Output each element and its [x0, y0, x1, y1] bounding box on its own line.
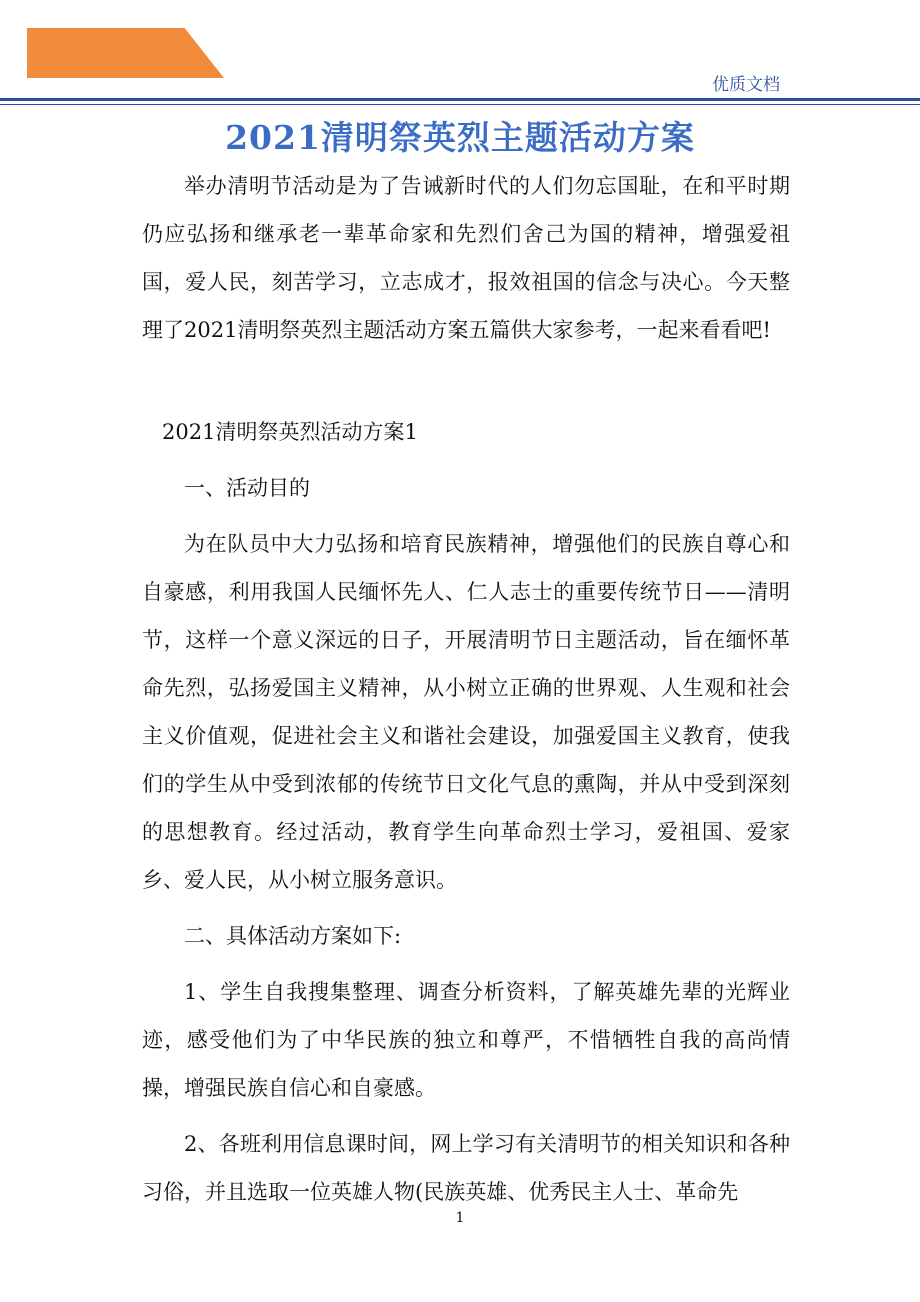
header-rule: [0, 98, 920, 101]
plan-item-2: 2、各班利用信息课时间，网上学习有关清明节的相关知识和各种习俗，并且选取一位英雄人物(民族英雄、优秀民主人士、革命先: [142, 1132, 790, 1204]
plan-item-1: 1、学生自我搜集整理、调查分析资料，了解英雄先辈的光辉业迹，感受他们为了中华民族的独立和尊严，不惜牺牲自我的高尚情操，增强民族自信心和自豪感。: [142, 980, 790, 1100]
paragraph-activity-purpose: 为在队员中大力弘扬和培育民族精神，增强他们的民族自尊心和自豪感，利用我国人民缅怀先人、仁人志士的重要传统节日——清明节，这样一个意义深远的日子，开展清明节日主题活动，旨在缅怀革命先烈，弘扬爱国主义精神，从小树立正确的世界观、人生观和社会主义价值观，促进社会主义和谐社会建设，加强爱国主义教育，使我们的学生从中受到浓郁的传统节日文化气息的熏陶，并从中受到深刻的思想教育。经过活动，教育学生向革命烈士学习，爱祖国、爱家乡、爱人民，从小树立服务意识。: [142, 532, 790, 892]
section-title: 2021清明祭英烈活动方案1: [162, 420, 418, 444]
page-number: 1: [455, 1210, 465, 1226]
intro-paragraph: 举办清明节活动是为了告诫新时代的人们勿忘国耻，在和平时期仍应弘扬和继承老一辈革命家和先烈们舍己为国的精神，增强爱祖国，爱人民，刻苦学习，立志成才，报效祖国的信念与决心。今天整理了2021清明祭英烈主题活动方案五篇供大家参考，一起来看看吧!: [142, 174, 790, 342]
document-body: [142, 162, 790, 1216]
heading-activity-plan: 二、具体活动方案如下:: [184, 924, 402, 948]
heading-activity-purpose: 一、活动目的: [184, 476, 310, 500]
header-label: 优质文档: [712, 75, 780, 95]
document-title: 2021清明祭英烈主题活动方案: [225, 118, 695, 157]
header-rule-thin: [0, 104, 920, 105]
header-accent-shape: [27, 28, 224, 78]
